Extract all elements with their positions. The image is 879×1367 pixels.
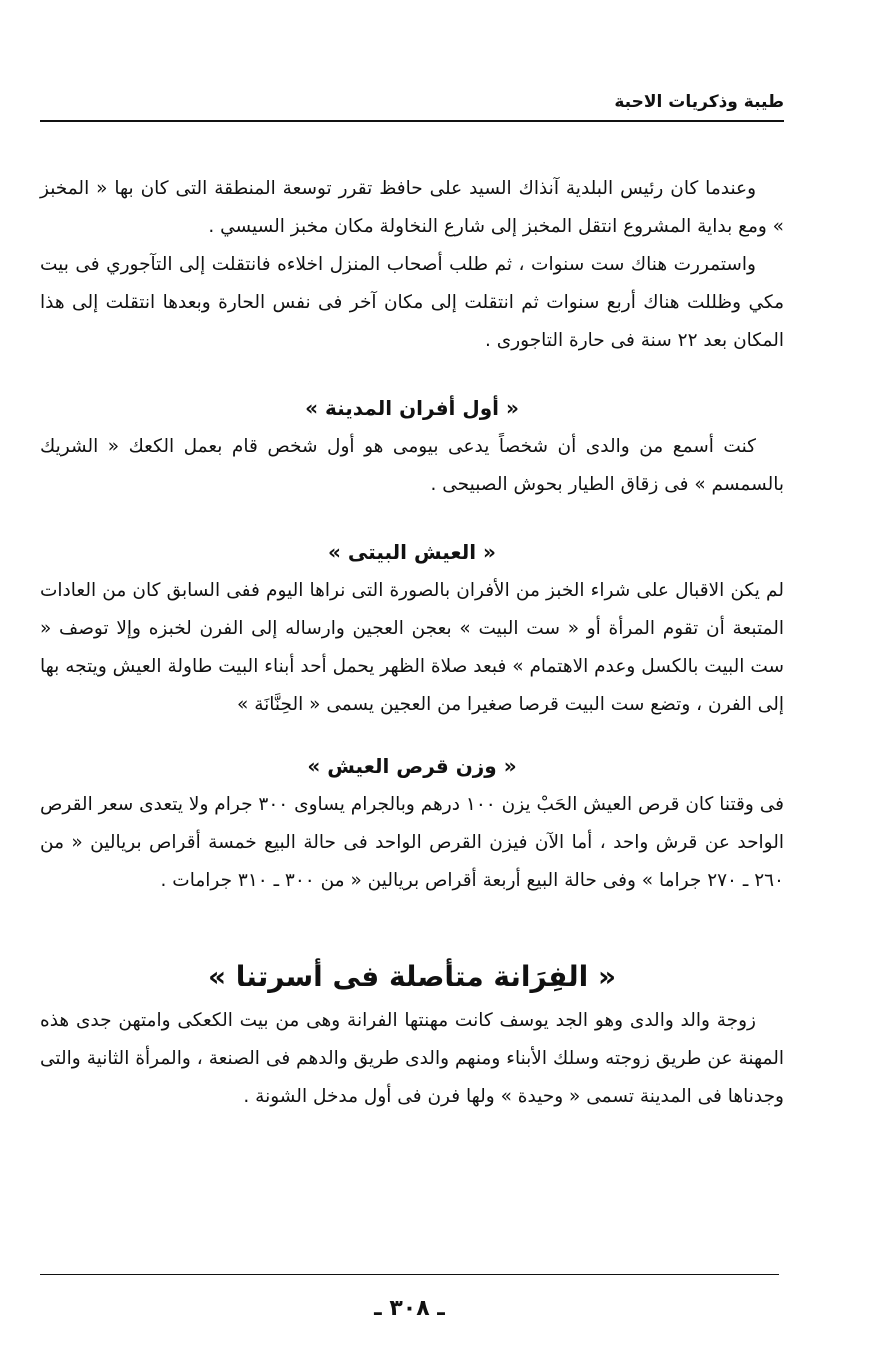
spacer	[40, 900, 784, 952]
paragraph: كنت أسمع من والدى أن شخصاً يدعى بيومى هو أول شخص قام بعمل الكعك « الشريك بالسمسم » فى زقاق الطيار بحوش الصبيحى .	[40, 436, 784, 495]
spacer	[40, 504, 784, 532]
paragraph: زوجة والد والدى وهو الجد يوسف كانت مهنتها الفرانة وهى من بيت الكعكى وامتهن جدى هذه المهنة عن طريق زوجته وسلك الأبناء ومنهم والدى طريق والدهم فى الصنعة ، والمرأة الثانية والتى وجدناها فى المدينة تسمى « وحيدة » ولها فرن فى أول مدخل الشونة .	[40, 1010, 784, 1107]
paragraph: واستمررت هناك ست سنوات ، ثم طلب أصحاب المنزل اخلاءه فانتقلت إلى التآجوري فى بيت مكي وظللت هناك أربع سنوات ثم انتقلت إلى مكان آخر فى نفس الحارة وبعدها انتقلت إلى هذا المكان بعد ٢٢ سنة فى حارة التاجورى .	[40, 254, 784, 351]
footer-rule	[40, 1274, 779, 1275]
header-rule	[40, 120, 784, 122]
section-heading: « وزن قرص العيش »	[307, 754, 517, 778]
section-heading: « الفِرَانة متأصلة فى أسرتنا »	[207, 960, 617, 993]
section-heading: « أول أفران المدينة »	[305, 396, 519, 420]
page-number: ـ ٣٠٨ ـ	[374, 1296, 445, 1321]
spacer	[40, 724, 784, 746]
paragraph: وعندما كان رئيس البلدية آنذاك السيد على حافظ تقرر توسعة المنطقة التى كان بها « المخبز » ومع بداية المشروع انتقل المخبز إلى شارع النخاولة مكان مخبز السيسي .	[40, 178, 784, 237]
section-heading: « العيش البيتى »	[328, 540, 496, 564]
page-body	[40, 170, 784, 1116]
paragraph: لم يكن الاقبال على شراء الخبز من الأفران بالصورة التى نراها اليوم ففى السابق كان من العادات المتبعة أن تقوم المرأة أو « ست البيت » بعجن العجين وارساله إلى الفرن لخبزه وإلا توصف « ست البيت بالكسل وعدم الاهتمام » فبعد صلاة الظهر يحمل أحد أبناء البيت طاولة العيش ويتجه بها إلى الفرن ، وتضع ست البيت قرصا صغيرا من العجين يسمى « الحِنَّانَة »	[40, 580, 784, 715]
spacer	[40, 360, 784, 388]
paragraph: فى وقتنا كان قرص العيش الحَبْ يزن ١٠٠ درهم وبالجرام يساوى ٣٠٠ جرام ولا يتعدى سعر القرص الواحد عن قرش واحد ، أما الآن فيزن القرص الواحد فى حالة البيع خمسة أقراص بريالين « من ٢٦٠ ـ ٢٧٠ جراما » وفى حالة البيع أربعة أقراص بريالين « من ٣٠٠ ـ ٣١٠ جرامات .	[40, 794, 784, 891]
running-header-title: طيبة وذكريات الاحبة	[614, 92, 784, 112]
